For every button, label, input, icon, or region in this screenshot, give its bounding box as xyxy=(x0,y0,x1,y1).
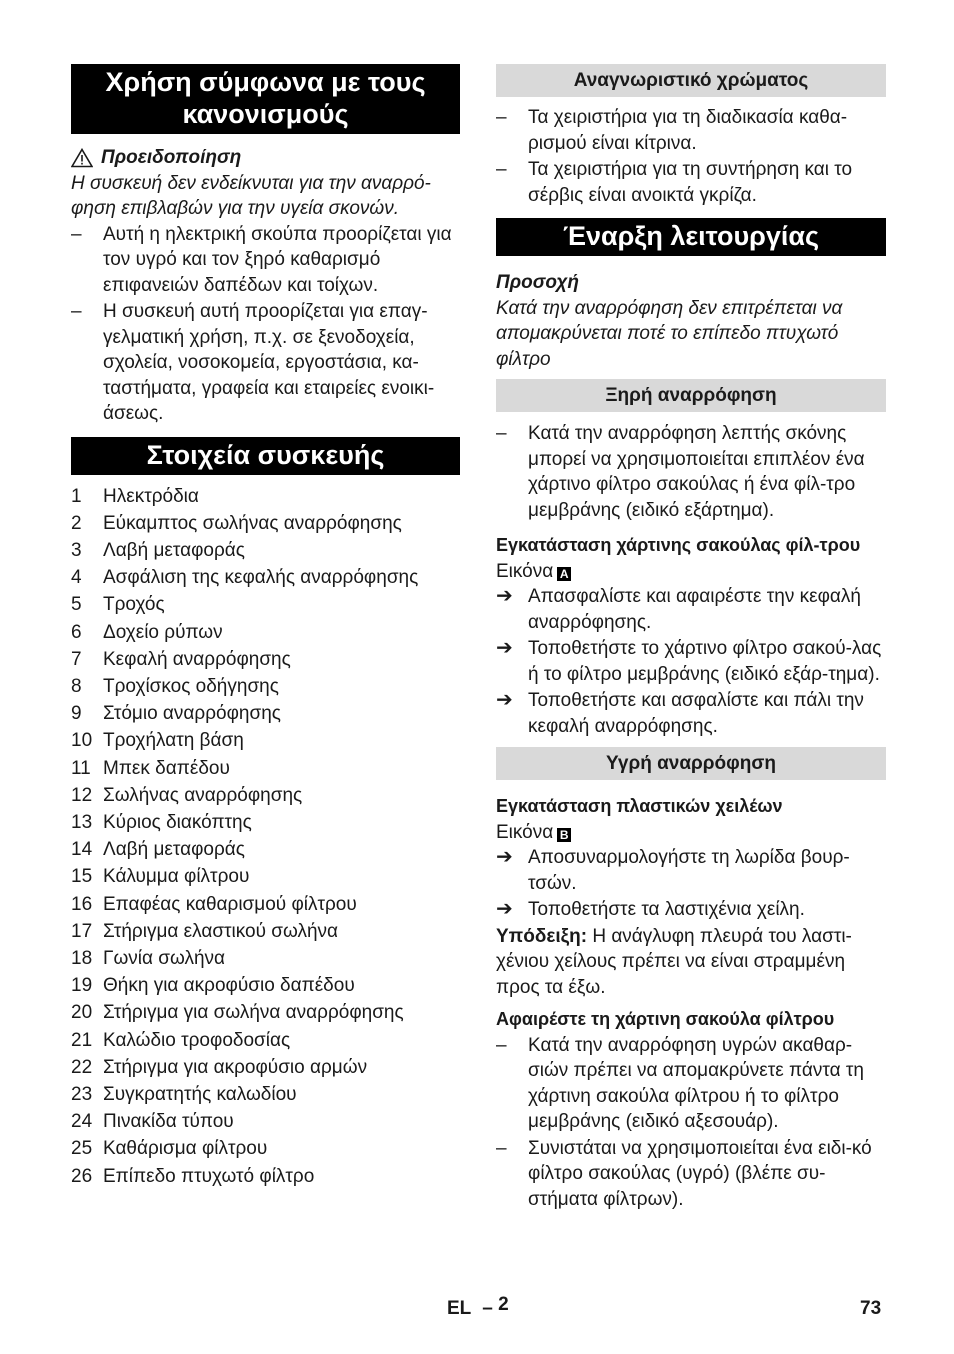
part-label: Ηλεκτρόδια xyxy=(103,485,199,507)
part-label: Δοχείο ρύπων xyxy=(103,621,223,643)
arrow-right-icon: ➔ xyxy=(496,898,513,920)
part-item xyxy=(71,591,460,618)
part-item xyxy=(71,646,460,673)
part-item xyxy=(71,863,460,890)
part-item xyxy=(71,918,460,945)
part-number: 15 xyxy=(71,866,93,888)
part-item xyxy=(71,891,460,918)
color-coding-list xyxy=(496,105,886,208)
part-label: Κάλυμμα φίλτρου xyxy=(103,866,250,888)
part-label: Καλώδιο τροφοδοσίας xyxy=(103,1029,291,1051)
color-coding-heading: Αναγνωριστικό χρώματος xyxy=(496,64,886,97)
part-item xyxy=(71,1081,460,1108)
footer-language xyxy=(447,1294,509,1320)
part-number: 18 xyxy=(71,947,93,969)
part-label: Κύριος διακόπτης xyxy=(103,811,252,833)
part-item xyxy=(71,836,460,863)
hint-text: Η ανάγλυφη πλευρά του λαστι-χένιου χείλους πρέπει να είναι στραμμένη προς τα έξω. xyxy=(496,925,852,998)
section-heading-device-elements: Στοιχεία συσκευής xyxy=(71,437,460,475)
device-parts-list xyxy=(71,483,460,1190)
list-item: ➔ Απασφαλίστε και αφαιρέστε την κεφαλή αναρρόφησης. xyxy=(496,584,886,635)
part-label: Μπεκ δαπέδου xyxy=(103,757,230,779)
part-number: 6 xyxy=(71,621,82,643)
part-number: 1 xyxy=(71,485,82,507)
part-number: 26 xyxy=(71,1165,93,1187)
warning-title xyxy=(71,145,460,171)
part-item xyxy=(71,1027,460,1054)
part-label: Κεφαλή αναρρόφησης xyxy=(103,648,291,670)
part-item xyxy=(71,1054,460,1081)
footer-lang-code: EL xyxy=(447,1298,471,1319)
part-label: Επαφέας καθαρισμού φίλτρου xyxy=(103,893,357,915)
part-label: Θήκη για ακροφύσιο δαπέδου xyxy=(103,975,355,997)
part-item xyxy=(71,945,460,972)
list-item: – Κατά την αναρρόφηση λεπτής σκόνης μπορεί να χρησιμοποιείται επιπλέον ένα χάρτινο φίλτρο σακούλας ή ένα φίλ-τρο μεμβράνης (ειδικό εξάρτημα). xyxy=(496,423,865,521)
figure-reference-a: Εικόνα A xyxy=(496,559,886,585)
install-bag-steps xyxy=(496,584,886,739)
part-label: Γωνία σωλήνα xyxy=(103,947,226,969)
right-column xyxy=(496,64,886,1212)
part-number: 5 xyxy=(71,594,82,616)
part-item xyxy=(71,619,460,646)
list-item: – Τα χειριστήρια για τη συντήρηση και το σέρβις είναι ανοικτά γκρίζα. xyxy=(496,159,853,206)
arrow-right-icon: ➔ xyxy=(496,846,513,868)
part-label: Στήριγμα για ακροφύσιο αρμών xyxy=(103,1056,368,1078)
wet-vacuuming-heading: Υγρή αναρρόφηση xyxy=(496,747,886,780)
part-number: 21 xyxy=(71,1029,93,1051)
part-item xyxy=(71,755,460,782)
part-number: 20 xyxy=(71,1002,93,1024)
warning-text: Η συσκευή δεν ενδείκνυται για την αναρρό-φηση επιβλαβών για την υγεία σκονών. xyxy=(71,172,431,219)
footer-separator: – xyxy=(482,1298,493,1319)
install-paper-bag-title: Εγκατάσταση χάρτινης σακούλας φίλ-τρου xyxy=(496,535,861,555)
part-label: Στήριγμα ελαστικού σωλήνα xyxy=(103,920,339,942)
install-lips-steps xyxy=(496,845,886,923)
part-label: Στόμιο αναρρόφησης xyxy=(103,703,281,725)
part-item xyxy=(71,537,460,564)
part-number: 7 xyxy=(71,648,82,670)
section-heading-intended-use: Χρήση σύμφωνα με τους κανονισμούς xyxy=(71,64,460,134)
arrow-right-icon: ➔ xyxy=(496,689,513,711)
part-label: Πινακίδα τύπου xyxy=(103,1111,234,1133)
part-label: Λαβή μεταφοράς xyxy=(103,839,245,861)
list-item: ➔ Αποσυναρμολογήστε τη λωρίδα βουρ-τσών. xyxy=(496,845,886,896)
part-item xyxy=(71,564,460,591)
part-item xyxy=(71,809,460,836)
part-item xyxy=(71,1163,460,1190)
part-label: Τροχήλατη βάση xyxy=(103,730,244,752)
part-item xyxy=(71,483,460,510)
remove-bag-list xyxy=(496,1033,886,1213)
part-item xyxy=(71,1135,460,1162)
part-item xyxy=(71,999,460,1026)
part-number: 9 xyxy=(71,703,82,725)
figure-a-badge: A xyxy=(557,567,571,581)
part-label: Επίπεδο πτυχωτό φίλτρο xyxy=(103,1165,315,1187)
part-number: 17 xyxy=(71,920,93,942)
caution-title: Προσοχή xyxy=(496,272,580,293)
part-number: 13 xyxy=(71,811,93,833)
install-plastic-lips-title: Εγκατάσταση πλαστικών χειλέων xyxy=(496,796,783,816)
part-number: 19 xyxy=(71,975,93,997)
arrow-right-icon: ➔ xyxy=(496,637,513,659)
left-column xyxy=(71,64,460,1190)
list-item: – Αυτή η ηλεκτρική σκούπα προορίζεται για τον υγρό και τον ξηρό καθαρισμό επιφανειών δαπέδων και τοίχων. xyxy=(71,223,452,296)
section-heading-start-up: Έναρξη λειτουργίας xyxy=(496,218,886,256)
footer-sub-page: 2 xyxy=(498,1294,509,1315)
intended-use-list xyxy=(71,222,460,427)
hint-label: Υπόδειξη: xyxy=(496,925,588,947)
part-label: Ασφάλιση της κεφαλής αναρρόφησης xyxy=(103,567,419,589)
part-number: 11 xyxy=(71,757,91,779)
caution-text: Κατά την αναρρόφηση δεν επιτρέπεται να απομακρύνεται ποτέ το επίπεδο πτυχωτό φίλτρο xyxy=(496,297,843,370)
list-item: ➔ Τοποθετήστε τα λαστιχένια χείλη. xyxy=(496,897,886,923)
dry-vacuuming-heading: Ξηρή αναρρόφηση xyxy=(496,379,886,412)
list-item: – Συνιστάται να χρησιμοποιείται ένα ειδι-κό φίλτρο σακούλας (υγρό) (βλέπε συ-στήματα φίλτρων). xyxy=(496,1137,872,1210)
part-item xyxy=(71,673,460,700)
part-label: Καθάρισμα φίλτρου xyxy=(103,1138,268,1160)
dry-vacuuming-list xyxy=(496,421,886,523)
part-number: 16 xyxy=(71,893,93,915)
part-number: 10 xyxy=(71,730,93,752)
arrow-right-icon: ➔ xyxy=(496,585,513,607)
part-item xyxy=(71,510,460,537)
list-item: ➔ Τοποθετήστε και ασφαλίστε και πάλι την κεφαλή αναρρόφησης. xyxy=(496,688,886,739)
part-number: 14 xyxy=(71,839,93,861)
page-number: 73 xyxy=(860,1298,882,1319)
part-item xyxy=(71,782,460,809)
part-label: Συγκρατητής καλωδίου xyxy=(103,1083,297,1105)
part-number: 23 xyxy=(71,1083,93,1105)
part-item xyxy=(71,700,460,727)
hint-paragraph xyxy=(496,924,886,1001)
list-item: – Κατά την αναρρόφηση υγρών ακαθαρ-σιών πρέπει να απομακρύνετε πάντα τη χάρτινη σακούλα φίλτρου ή το φίλτρο μεμβράνης (ειδικό αξεσουάρ). xyxy=(496,1034,864,1132)
list-item: ➔ Τοποθετήστε το χάρτινο φίλτρο σακού-λας ή το φίλτρο μεμβράνης (ειδικό εξάρ-τημα). xyxy=(496,636,886,687)
part-label: Τροχός xyxy=(103,594,165,616)
figure-b-badge: B xyxy=(557,828,571,842)
part-label: Τροχίσκος οδήγησης xyxy=(103,675,279,697)
list-item: – Η συσκευή αυτή προορίζεται για επαγ-γελματική χρήση, π.χ. σε ξενοδοχεία, σχολεία, νοσοκομεία, εργοστάσια, κα-ταστήματα, γραφεία και εταιρείες ενοικι-άσεως. xyxy=(71,301,435,424)
warning-title-text: Προειδοποίηση xyxy=(101,147,242,168)
part-number: 22 xyxy=(71,1056,93,1078)
part-label: Εύκαμπτος σωλήνας αναρρόφησης xyxy=(103,512,402,534)
part-number: 12 xyxy=(71,784,93,806)
part-number: 4 xyxy=(71,567,82,589)
part-number: 2 xyxy=(71,512,82,534)
part-item xyxy=(71,1108,460,1135)
part-number: 25 xyxy=(71,1138,93,1160)
part-label: Στήριγμα για σωλήνα αναρρόφησης xyxy=(103,1002,404,1024)
figure-reference-b: Εικόνα B xyxy=(496,820,886,846)
remove-paper-bag-title: Αφαιρέστε τη χάρτινη σακούλα φίλτρου xyxy=(496,1009,835,1029)
part-number: 24 xyxy=(71,1111,93,1133)
warning-triangle-icon xyxy=(71,148,93,168)
part-item xyxy=(71,972,460,999)
list-item: – Τα χειριστήρια για τη διαδικασία καθα-ρισμού είναι κίτρινα. xyxy=(496,107,848,154)
part-label: Λαβή μεταφοράς xyxy=(103,539,245,561)
part-label: Σωλήνας αναρρόφησης xyxy=(103,784,303,806)
part-item xyxy=(71,727,460,754)
part-number: 8 xyxy=(71,675,82,697)
part-number: 3 xyxy=(71,539,82,561)
